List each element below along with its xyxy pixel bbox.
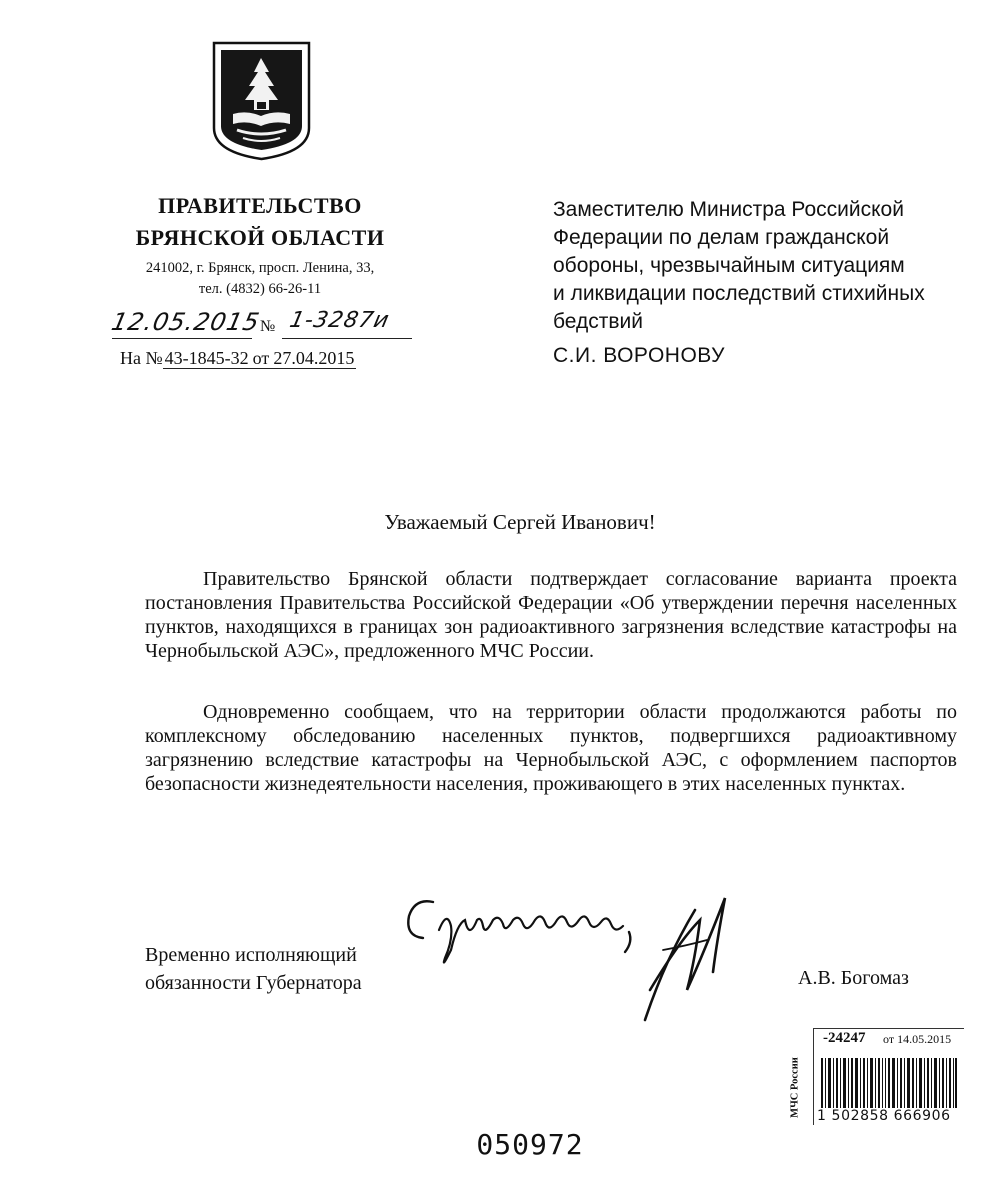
signer-name: А.В. Богомаз (798, 967, 909, 989)
addressee-line: и ликвидации последствий стихийных (553, 282, 925, 305)
registration-stamp (785, 1028, 963, 1128)
outgoing-date: 12.05.2015 (109, 308, 263, 336)
greeting: Уважаемый Сергей Иванович! (384, 510, 656, 534)
stamp-org-label: МЧС России (789, 1057, 801, 1118)
org-line-1: ПРАВИТЕЛЬСТВО (158, 193, 362, 218)
handwritten-signature (395, 880, 755, 1030)
barcode-digits: 1 502858 666906 (815, 1108, 967, 1124)
stamp-reg-date: от 14.05.2015 (883, 1032, 952, 1046)
serial-number: 050972 (476, 1128, 584, 1161)
address-line: 241002, г. Брянск, просп. Ленина, 33, (145, 260, 375, 276)
body-paragraph-1: Правительство Брянской области подтверждает согласование варианта проекта постановления Правительства Российской Федерации «Об утверждении перечня населенных пунктов, находящихся в границах зон радиоактивного загрязнения вследствие катастрофы на Чернобыльской АЭС», предложенного МЧС России. (145, 568, 957, 662)
phone-line: тел. (4832) 66-26-11 (198, 281, 322, 297)
body-paragraph-2: Одновременно сообщаем, что на территории области продолжаются работы по комплексному обследованию населенных пунктов, подвергшихся радиоактивному загрязнению вследствие катастрофы на Чернобыльской АЭС, с оформлением паспортов безопасности жизнедеятельности населения, проживающего в этих населенных пунктах. (145, 701, 957, 795)
reply-date: 27.04.2015 (273, 348, 355, 368)
addressee-block (553, 196, 973, 336)
addressee-name: С.И. ВОРОНОВУ (553, 344, 725, 367)
barcode-icon (821, 1058, 957, 1114)
stamp-reg-number: -24247 (823, 1030, 866, 1046)
addressee-line: обороны, чрезвычайным ситуациям (553, 254, 905, 277)
outgoing-registration (109, 308, 422, 344)
outgoing-number: 1-3287и (287, 308, 392, 333)
number-sign: № (260, 318, 276, 335)
position-line-2: обязанности Губернатора (145, 972, 362, 994)
reply-reference (120, 348, 356, 369)
reply-date-prefix: от (252, 348, 270, 368)
coat-of-arms-icon (211, 40, 312, 162)
sender-organization (100, 190, 420, 254)
reply-prefix: На № (120, 348, 163, 368)
addressee-line: бедствий (553, 310, 643, 333)
addressee-line: Федерации по делам гражданской (553, 226, 890, 249)
number-underline (282, 338, 412, 339)
stamp-organization (785, 1048, 805, 1128)
position-line-1: Временно исполняющий (145, 944, 357, 966)
sender-address (100, 258, 420, 300)
reply-number: 43-1845-32 (164, 348, 249, 368)
date-underline (112, 338, 252, 339)
signer-position (145, 941, 362, 997)
addressee-line: Заместителю Министра Российской (553, 198, 904, 221)
org-line-2: БРЯНСКОЙ ОБЛАСТИ (135, 225, 385, 250)
